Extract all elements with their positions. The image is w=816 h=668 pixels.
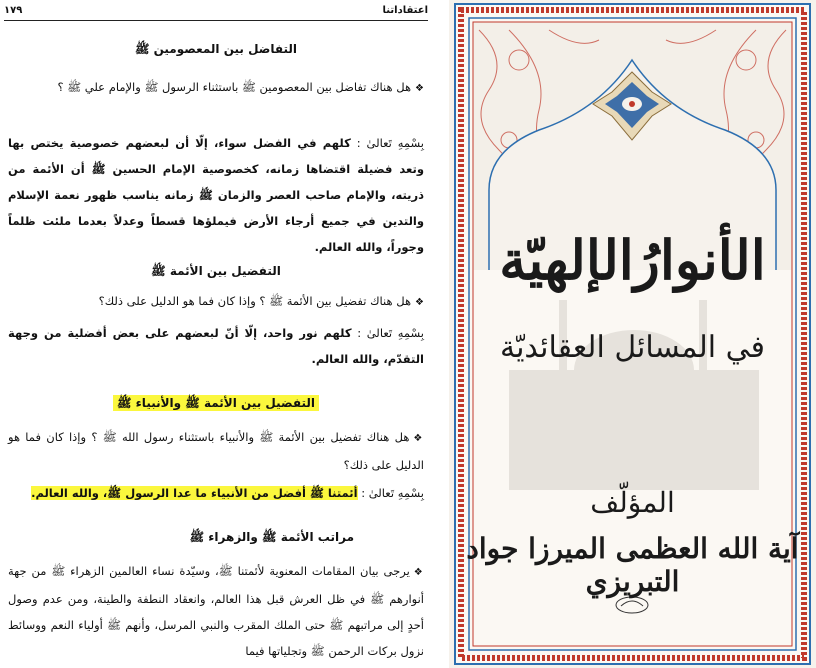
diamond-bullet-icon: ❖ — [413, 567, 425, 578]
section-heading — [8, 396, 424, 413]
diamond-bullet-icon: ❖ — [413, 433, 425, 444]
answer-label: بِسْمِهِ تَعالیٰ : — [357, 326, 424, 340]
author-label: المؤلّف — [590, 486, 675, 519]
question-body: هل هناك تفضيل بين الأئمة ﷺ ؟ وإذا كان فما هو الدليل على ذلك؟ — [98, 294, 412, 308]
question-text — [8, 558, 424, 664]
book-cover — [449, 0, 816, 668]
question-body: يرجى بيان المقامات المعنوية لأئمتنا ﷺ، وسيّدة نساء العالمين الزهراء ﷺ من جهة أنوارهم ﷺ في ظل العرش قبل هذا العالم، وانعقاد النطفة والطينة، ومن عدم وصول أحدٍ إلى مراتبهم ﷺ حتى الملك المقرب والنبي المرسل، وأنهم ﷺ أولياء النعم ووسائط نزول بركات الرحمن ﷺ وتجلياتها فيما — [8, 564, 424, 658]
running-header — [4, 4, 428, 21]
section-heading: التفاضل بين المعصومين ﷺ — [134, 42, 298, 56]
answer-body: كلهم نور واحد، إلّا أنّ لبعضهم على بعض أفضلية من وجهة التقدّم، والله العالم. — [8, 326, 424, 366]
answer-body: كلهم في الفضل سواء، إلّا أن لبعضهم خصوصية يختص بها وتعد فضيلة اقتضاها زمانه، كخصوصية الإمام الحسين ﷺ أن الأئمة من ذريته، والإمام صاحب العصر والزمان ﷺ زمانه يناسب ظهور نعمة الإسلام والتدين في جميع أرجاء الأرض فيملؤها قسطاً وعدلاً بعدما ملئت ظلماً وجوراً، والله العالم. — [8, 136, 424, 254]
answer-text — [8, 320, 424, 372]
cover-title: الأنوارُالإلهيّة — [499, 228, 766, 292]
page-number: ١٧٩ — [4, 5, 23, 16]
answer-label: بِسْمِهِ تَعالیٰ : — [361, 486, 424, 500]
question-text — [8, 288, 424, 316]
book-title: اعتقاداتنا — [382, 5, 428, 16]
question-text — [8, 74, 424, 102]
diamond-bullet-icon: ❖ — [415, 83, 424, 94]
section-heading: مراتب الأئمة ﷺ والزهراء ﷺ — [189, 530, 354, 544]
question-body: هل هناك تفاضل بين المعصومين ﷺ باستثناء الرسول ﷺ والإمام علي ﷺ ؟ — [57, 80, 412, 94]
section-heading: التفضيل بين الأئمة ﷺ — [151, 264, 281, 278]
question-body: هل هناك تفضيل بين الأئمة ﷺ والأنبياء باستثناء رسول الله ﷺ ؟ وإذا كان فما هو الدليل على ذلك؟ — [8, 430, 424, 472]
answer-text — [8, 480, 424, 506]
cover-subtitle: في المسائل العقائديّة — [499, 330, 765, 365]
answer-label: بِسْمِهِ تَعالیٰ : — [356, 136, 424, 150]
author-name: آية الله العظمى الميرزا جواد التبريزي — [466, 532, 799, 598]
answer-body: أئمتنا ﷺ أفضل من الأنبياء ما عدا الرسول ﷺ، والله العالم. — [31, 486, 358, 500]
diamond-bullet-icon: ❖ — [415, 297, 424, 308]
heading-highlighted: التفضيل بين الأئمة ﷺ والأنبياء ﷺ — [113, 395, 319, 411]
answer-text — [8, 130, 424, 260]
question-text — [8, 424, 424, 478]
